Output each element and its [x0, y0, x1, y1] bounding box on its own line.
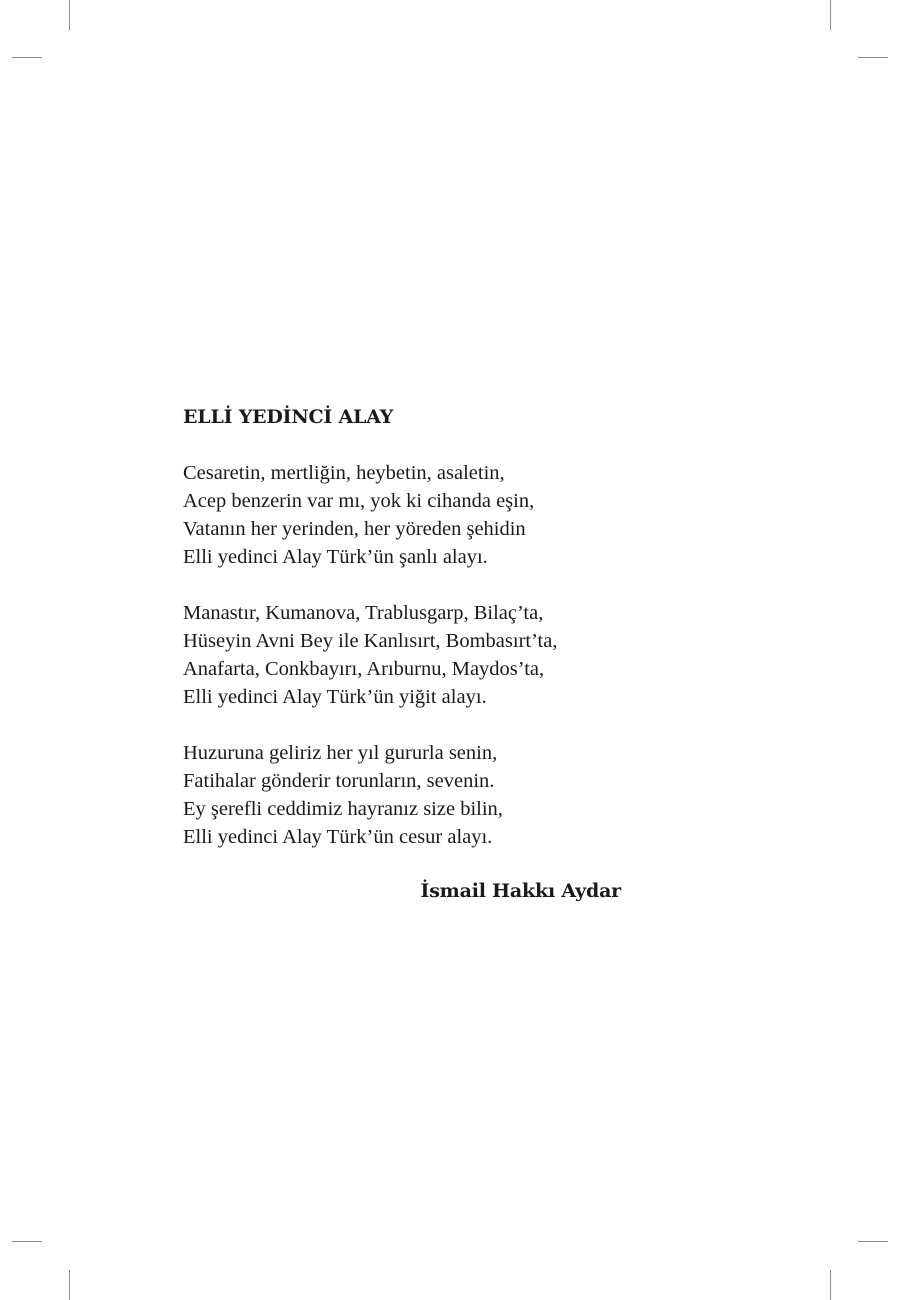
poem-line: Elli yedinci Alay Türk’ün şanlı alayı. [183, 546, 488, 568]
crop-mark-bottom-right-horizontal [858, 1241, 888, 1242]
stanza-3 [183, 739, 743, 851]
poem [183, 403, 743, 879]
poem-line: Ey şerefli ceddimiz hayranız size bilin, [183, 798, 503, 820]
poem-line: Manastır, Kumanova, Trablusgarp, Bilaç’ta, [183, 602, 544, 624]
poem-title: ELLİ YEDİNCİ ALAY [183, 406, 394, 428]
stanza-2 [183, 599, 743, 711]
crop-mark-bottom-right-vertical [830, 1270, 831, 1300]
crop-mark-bottom-left-vertical [69, 1270, 70, 1300]
poem-line: Elli yedinci Alay Türk’ün yiğit alayı. [183, 686, 487, 708]
poem-line: Elli yedinci Alay Türk’ün cesur alayı. [183, 826, 493, 848]
poem-line: Cesaretin, mertliğin, heybetin, asaletin, [183, 462, 505, 484]
poem-line: Hüseyin Avni Bey ile Kanlısırt, Bombasırt’ta, [183, 630, 558, 652]
poem-line: Huzuruna geliriz her yıl gururla senin, [183, 742, 498, 764]
poem-line: Anafarta, Conkbayırı, Arıburnu, Maydos’ta, [183, 658, 545, 680]
crop-mark-top-right-vertical [830, 0, 831, 30]
poem-line: Acep benzerin var mı, yok ki cihanda eşin, [183, 490, 535, 512]
poem-line: Fatihalar gönderir torunların, sevenin. [183, 770, 495, 792]
crop-mark-top-left-vertical [69, 0, 70, 30]
stanza-1 [183, 459, 743, 571]
poem-author: İsmail Hakkı Aydar [420, 880, 621, 902]
crop-mark-top-right-horizontal [858, 57, 888, 58]
crop-mark-top-left-horizontal [12, 57, 42, 58]
crop-mark-bottom-left-horizontal [12, 1241, 42, 1242]
poem-line: Vatanın her yerinden, her yöreden şehidin [183, 518, 526, 540]
